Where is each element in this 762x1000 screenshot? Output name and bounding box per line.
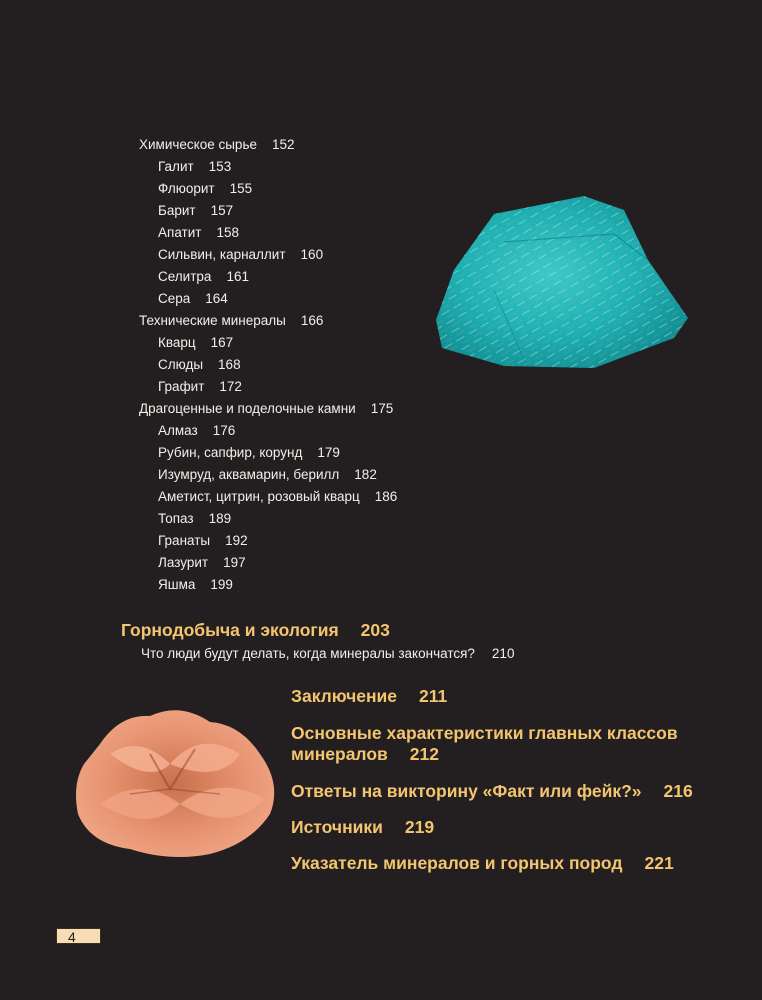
toc-subsections: [139, 134, 397, 596]
toc-item[interactable]: Апатит 158: [158, 225, 239, 240]
toc-item[interactable]: Флюорит 155: [158, 181, 253, 196]
toc-section[interactable]: Драгоценные и поделочные камни 175: [139, 401, 394, 416]
toc-entry-index[interactable]: Указатель минералов и горных пород 221: [291, 853, 674, 873]
toc-item[interactable]: Алмаз 176: [158, 423, 236, 438]
toc-item[interactable]: Галит 153: [158, 159, 232, 174]
toc-entry-conclusion[interactable]: Заключение 211: [291, 686, 448, 706]
toc-item[interactable]: Лазурит 197: [158, 555, 246, 570]
toc-item[interactable]: Гранаты 192: [158, 533, 248, 548]
toc-item[interactable]: Изумруд, аквамарин, берилл 182: [158, 467, 377, 482]
toc-section[interactable]: Технические минералы 166: [139, 313, 324, 328]
toc-entry-sources[interactable]: Источники 219: [291, 817, 435, 837]
toc-item[interactable]: Аметист, цитрин, розовый кварц 186: [158, 489, 398, 504]
toc-entry-quiz-answers[interactable]: Ответы на викторину «Факт или фейк?» 216: [291, 781, 693, 801]
chapter-heading[interactable]: Горнодобыча и экология 203: [121, 620, 390, 640]
toc-item[interactable]: Графит 172: [158, 379, 242, 394]
toc-item[interactable]: Селитра 161: [158, 269, 249, 284]
toc-item[interactable]: Барит 157: [158, 203, 234, 218]
toc-item[interactable]: Сера 164: [158, 291, 228, 306]
chapter-subentry[interactable]: Что люди будут делать, когда минералы закончатся? 210: [141, 646, 515, 661]
desert-rose-stone-image: [70, 694, 280, 860]
toc-item[interactable]: Рубин, сапфир, корунд 179: [158, 445, 340, 460]
toc-item[interactable]: Кварц 167: [158, 335, 234, 350]
toc-item[interactable]: Яшма 199: [158, 577, 233, 592]
toc-item[interactable]: Сильвин, карналлит 160: [158, 247, 324, 262]
toc-section[interactable]: Химическое сырье 152: [139, 137, 295, 152]
toc-item[interactable]: Топаз 189: [158, 511, 232, 526]
amazonite-stone-image: [434, 190, 690, 370]
toc-item[interactable]: Слюды 168: [158, 357, 241, 372]
toc-entry-characteristics[interactable]: Основные характеристики главных классов минералов 212: [291, 723, 678, 764]
back-matter-list: [291, 686, 693, 874]
page-number: 4: [56, 928, 101, 944]
